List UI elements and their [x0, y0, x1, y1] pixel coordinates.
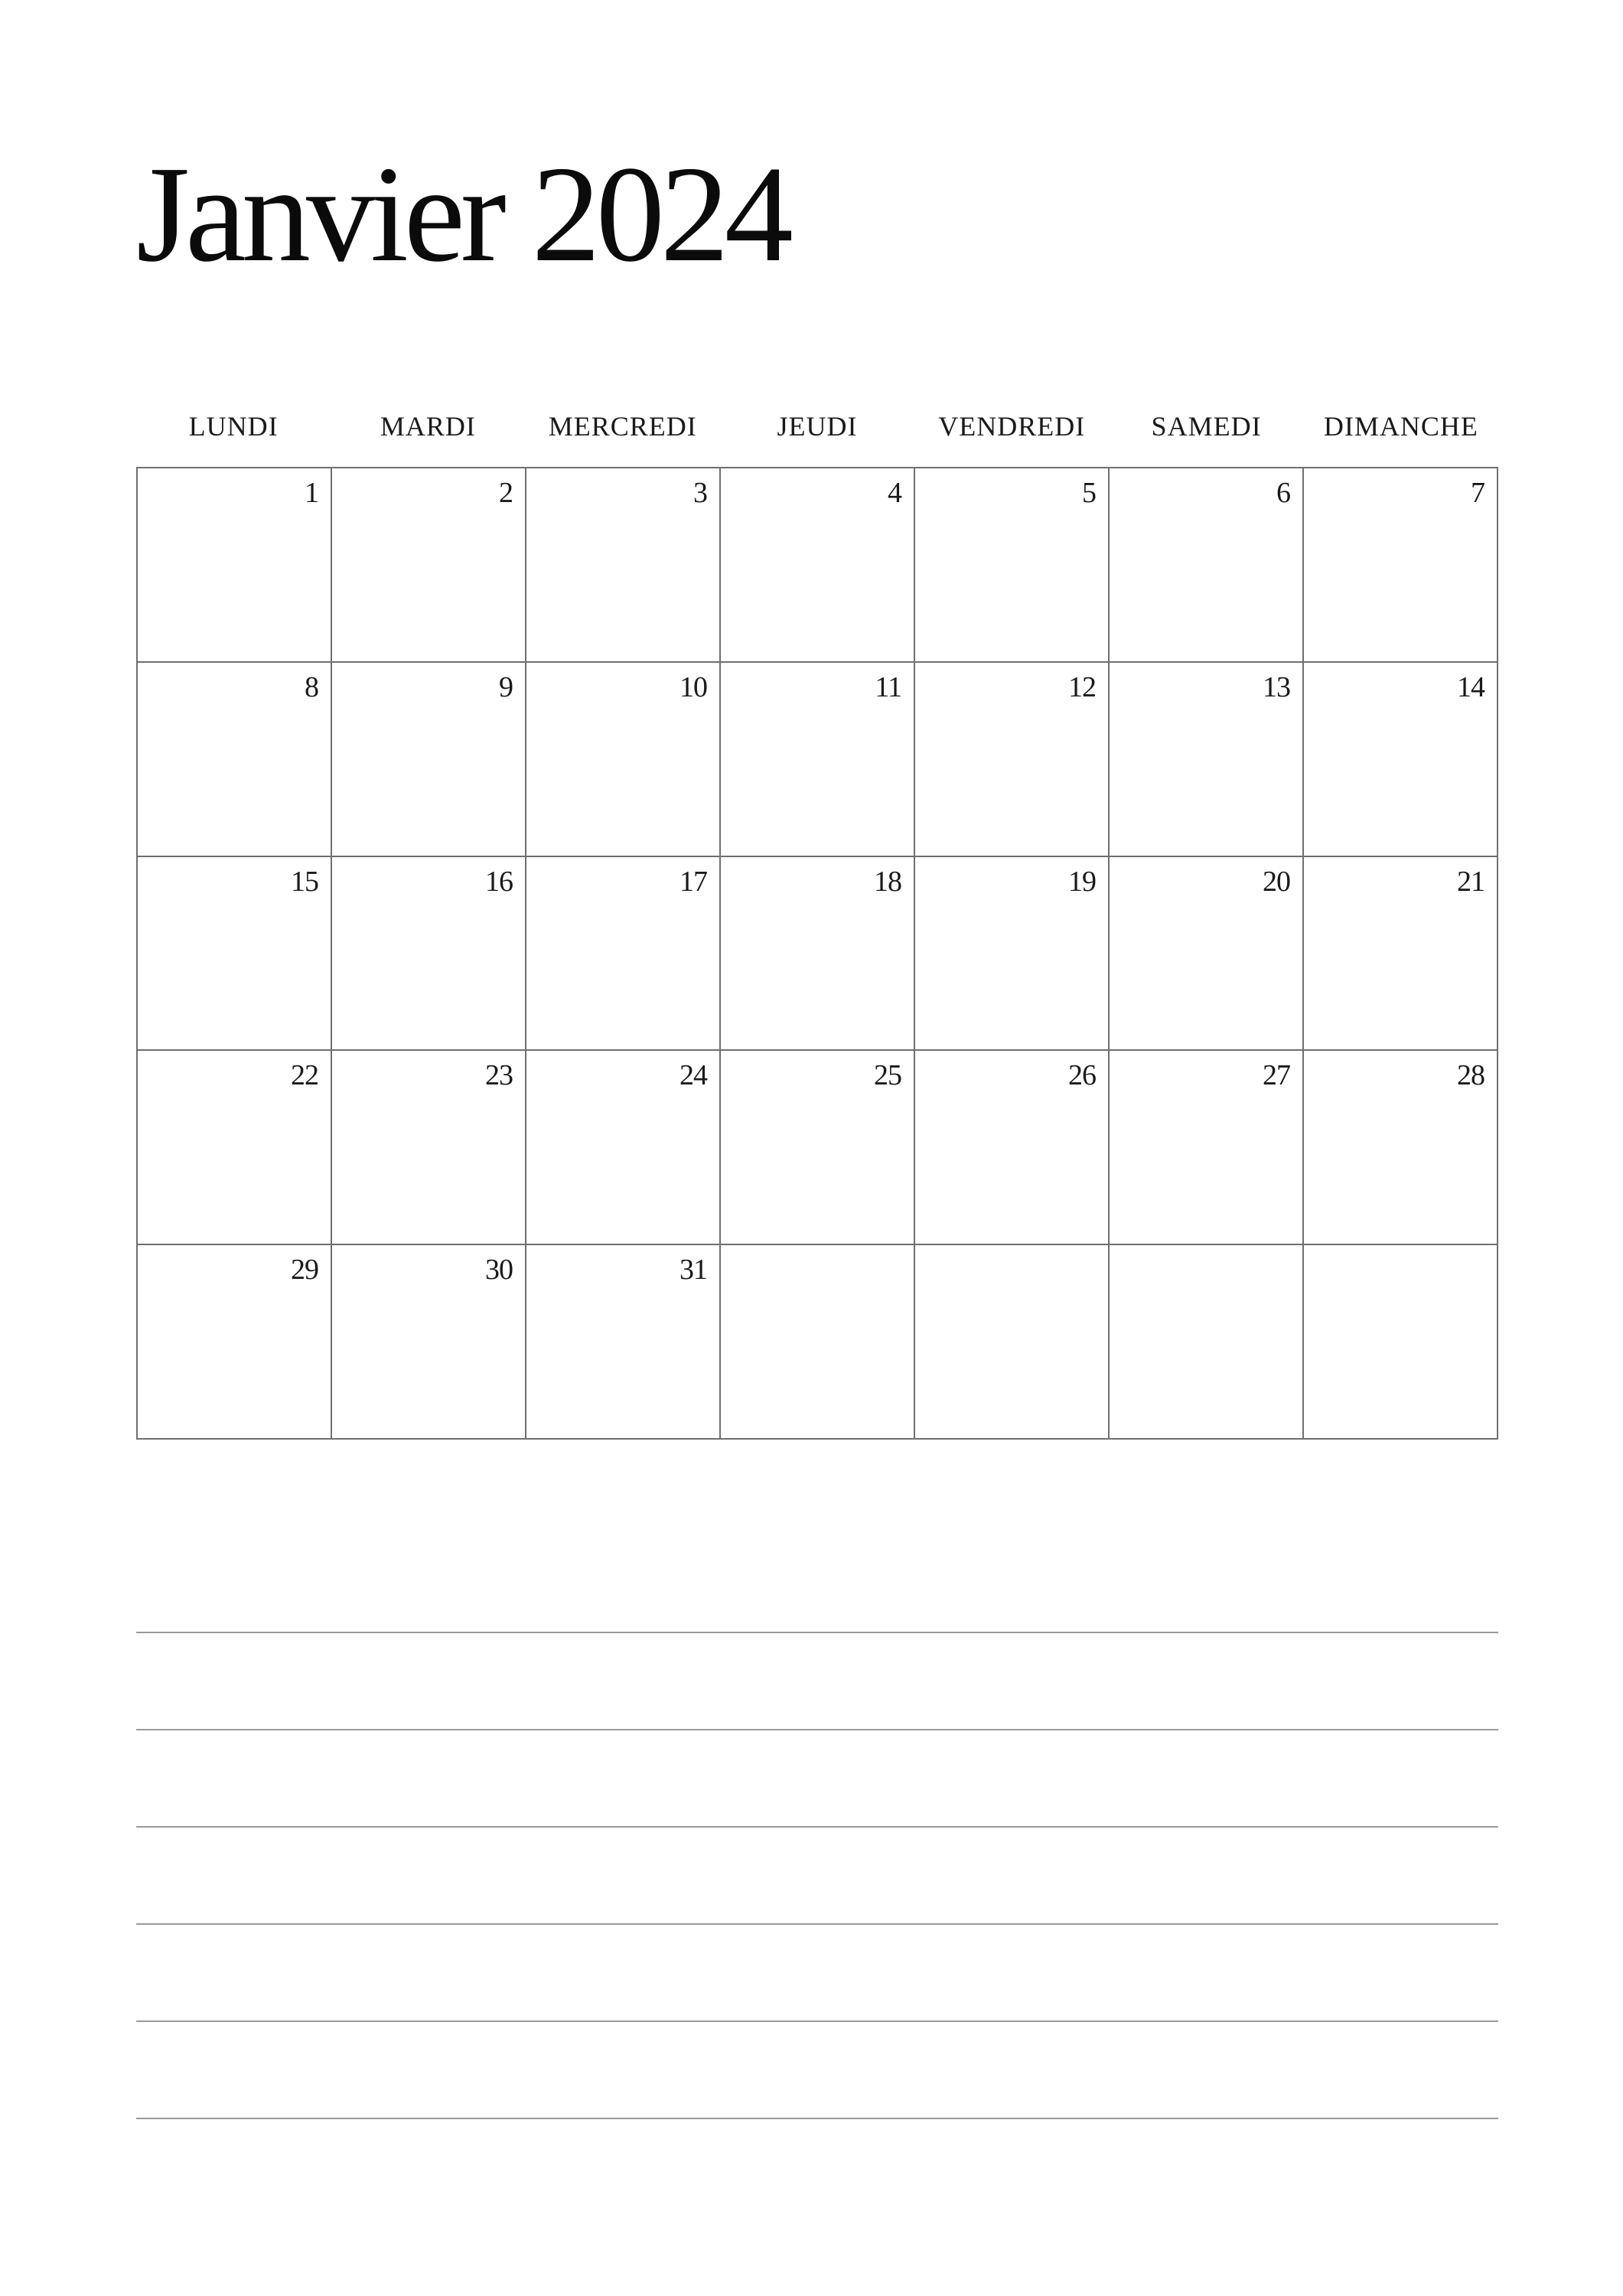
day-cell-empty[interactable] [915, 1245, 1110, 1440]
day-number: 18 [874, 865, 901, 898]
day-cell[interactable] [721, 663, 915, 857]
day-cell[interactable] [526, 468, 721, 663]
day-cell[interactable] [721, 857, 915, 1052]
note-line [136, 2118, 1498, 2119]
notes-area[interactable] [136, 1632, 1498, 2122]
note-line [136, 1923, 1498, 1925]
weekday-label-tuesday: MARDI [380, 411, 476, 442]
day-cell[interactable] [721, 1051, 915, 1245]
day-cell[interactable] [332, 663, 526, 857]
day-cell[interactable] [332, 1245, 526, 1440]
day-number: 28 [1457, 1059, 1484, 1092]
day-number: 20 [1263, 865, 1290, 898]
day-number: 31 [680, 1254, 707, 1287]
weekday-label-saturday: SAMEDI [1151, 411, 1262, 442]
page-title: Janvier 2024 [136, 138, 789, 290]
weekday-label-wednesday: MERCREDI [548, 411, 697, 442]
day-number: 25 [874, 1059, 901, 1092]
day-number: 11 [875, 670, 901, 703]
day-number: 6 [1276, 477, 1290, 509]
day-cell[interactable] [915, 663, 1110, 857]
day-cell-empty[interactable] [721, 1245, 915, 1440]
day-number: 21 [1457, 865, 1484, 898]
day-cell[interactable] [915, 468, 1110, 663]
day-cell[interactable] [138, 1245, 332, 1440]
day-cell[interactable] [1304, 663, 1498, 857]
day-cell[interactable] [915, 857, 1110, 1052]
weekday-label-monday: LUNDI [188, 411, 279, 442]
day-cell[interactable] [1110, 468, 1304, 663]
day-cell[interactable] [721, 468, 915, 663]
day-cell[interactable] [138, 663, 332, 857]
day-cell[interactable] [332, 857, 526, 1052]
weekday-label-thursday: JEUDI [777, 411, 858, 442]
day-number: 9 [499, 670, 513, 703]
note-line [136, 1729, 1498, 1730]
day-cell-empty[interactable] [1304, 1245, 1498, 1440]
day-cell[interactable] [526, 1051, 721, 1245]
weekday-label-friday: VENDREDI [938, 411, 1086, 442]
day-cell[interactable] [1110, 663, 1304, 857]
day-cell[interactable] [138, 1051, 332, 1245]
day-number: 7 [1471, 477, 1484, 509]
note-line [136, 1632, 1498, 1633]
day-number: 8 [305, 670, 318, 703]
day-cell[interactable] [138, 468, 332, 663]
day-cell[interactable] [1304, 1051, 1498, 1245]
day-number: 3 [693, 477, 707, 509]
day-number: 10 [680, 670, 707, 703]
day-cell-empty[interactable] [1110, 1245, 1304, 1440]
day-number: 5 [1082, 477, 1096, 509]
weekday-label-sunday: DIMANCHE [1323, 411, 1478, 442]
day-number: 24 [680, 1059, 707, 1092]
day-number: 17 [680, 865, 707, 898]
day-cell[interactable] [1304, 468, 1498, 663]
day-cell[interactable] [1110, 857, 1304, 1052]
day-number: 13 [1263, 670, 1290, 703]
day-number: 26 [1068, 1059, 1096, 1092]
day-cell[interactable] [526, 663, 721, 857]
day-number: 30 [485, 1254, 513, 1287]
day-number: 12 [1068, 670, 1096, 703]
day-number: 1 [305, 477, 318, 509]
day-number: 19 [1068, 865, 1096, 898]
day-number: 14 [1457, 670, 1484, 703]
day-cell[interactable] [1110, 1051, 1304, 1245]
day-number: 15 [291, 865, 318, 898]
day-number: 16 [485, 865, 513, 898]
day-cell[interactable] [526, 857, 721, 1052]
day-number: 27 [1263, 1059, 1290, 1092]
calendar-grid [136, 467, 1498, 1440]
note-line [136, 1826, 1498, 1828]
day-number: 2 [499, 477, 513, 509]
weekday-header [136, 407, 1498, 445]
day-number: 22 [291, 1059, 318, 1092]
day-cell[interactable] [332, 1051, 526, 1245]
day-number: 4 [888, 477, 901, 509]
day-cell[interactable] [915, 1051, 1110, 1245]
note-line [136, 2020, 1498, 2022]
day-number: 29 [291, 1254, 318, 1287]
day-cell[interactable] [526, 1245, 721, 1440]
day-number: 23 [485, 1059, 513, 1092]
day-cell[interactable] [332, 468, 526, 663]
day-cell[interactable] [1304, 857, 1498, 1052]
day-cell[interactable] [138, 857, 332, 1052]
